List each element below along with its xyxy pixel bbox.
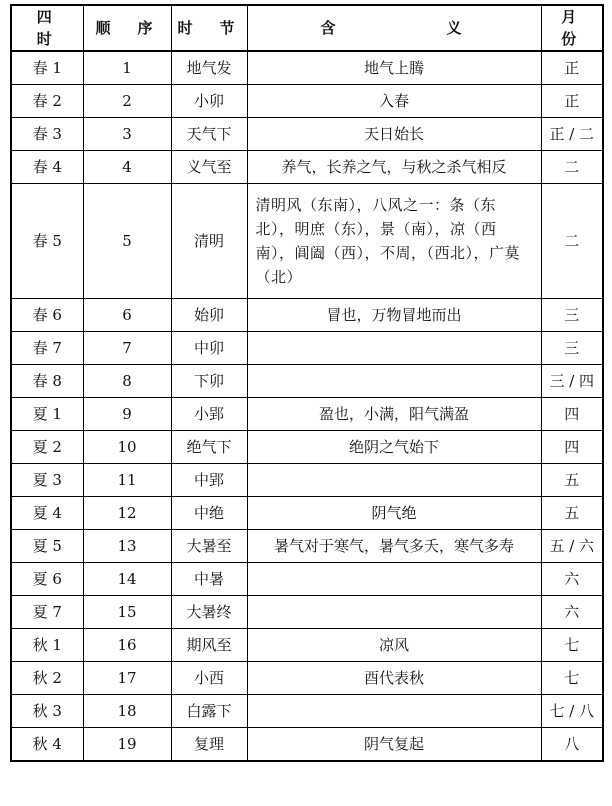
cell-term: 中郢 [171, 464, 247, 497]
table-row [11, 530, 603, 563]
table-row [11, 431, 603, 464]
cell-meaning [247, 695, 541, 728]
cell-season: 秋 4 [11, 728, 83, 762]
cell-meaning: 阴气绝 [247, 497, 541, 530]
cell-month: 四 [541, 431, 603, 464]
cell-term: 白露下 [171, 695, 247, 728]
cell-term: 绝气下 [171, 431, 247, 464]
cell-month: 七 / 八 [541, 695, 603, 728]
cell-term: 中暑 [171, 563, 247, 596]
table-row [11, 629, 603, 662]
cell-order: 15 [83, 596, 171, 629]
cell-meaning [247, 596, 541, 629]
cell-order: 8 [83, 365, 171, 398]
cell-term: 复理 [171, 728, 247, 762]
cell-month: 正 [541, 51, 603, 85]
cell-order: 17 [83, 662, 171, 695]
cell-order: 13 [83, 530, 171, 563]
cell-order: 5 [83, 184, 171, 299]
cell-meaning: 清明风（东南），八风之一：条（东北），明庶（东），景（南），凉（西南），阊阖（西），不周，（西北），广莫（北） [247, 184, 541, 299]
cell-order: 11 [83, 464, 171, 497]
table-row [11, 563, 603, 596]
cell-season: 春 8 [11, 365, 83, 398]
cell-term: 小郢 [171, 398, 247, 431]
cell-season: 夏 3 [11, 464, 83, 497]
cell-order: 6 [83, 299, 171, 332]
cell-order: 14 [83, 563, 171, 596]
cell-month: 五 [541, 497, 603, 530]
table-row [11, 51, 603, 85]
table-row [11, 365, 603, 398]
table-row [11, 332, 603, 365]
cell-month: 三 / 四 [541, 365, 603, 398]
cell-order: 12 [83, 497, 171, 530]
cell-term: 大暑至 [171, 530, 247, 563]
cell-meaning: 绝阴之气始下 [247, 431, 541, 464]
cell-meaning: 凉风 [247, 629, 541, 662]
cell-term: 中卯 [171, 332, 247, 365]
cell-season: 春 1 [11, 51, 83, 85]
header-meaning: 含 义 [247, 5, 541, 51]
table-row [11, 695, 603, 728]
cell-term: 天气下 [171, 118, 247, 151]
cell-season: 春 3 [11, 118, 83, 151]
header-term: 时 节 [171, 5, 247, 51]
cell-month: 正 / 二 [541, 118, 603, 151]
cell-order: 2 [83, 85, 171, 118]
cell-meaning [247, 563, 541, 596]
cell-month: 五 [541, 464, 603, 497]
cell-season: 夏 6 [11, 563, 83, 596]
cell-order: 18 [83, 695, 171, 728]
cell-term: 期风至 [171, 629, 247, 662]
cell-season: 秋 3 [11, 695, 83, 728]
cell-term: 义气至 [171, 151, 247, 184]
cell-term: 地气发 [171, 51, 247, 85]
table-row [11, 497, 603, 530]
table-row [11, 151, 603, 184]
cell-season: 春 6 [11, 299, 83, 332]
cell-meaning: 天日始长 [247, 118, 541, 151]
table-row [11, 728, 603, 762]
cell-month: 二 [541, 151, 603, 184]
cell-meaning [247, 332, 541, 365]
cell-term: 始卯 [171, 299, 247, 332]
table-row [11, 596, 603, 629]
cell-term: 大暑终 [171, 596, 247, 629]
cell-month: 八 [541, 728, 603, 762]
cell-meaning [247, 365, 541, 398]
table-row [11, 118, 603, 151]
cell-season: 夏 4 [11, 497, 83, 530]
table-row [11, 398, 603, 431]
cell-meaning: 盈也，小满，阳气满盈 [247, 398, 541, 431]
cell-meaning: 酉代表秋 [247, 662, 541, 695]
cell-meaning: 养气，长养之气，与秋之杀气相反 [247, 151, 541, 184]
cell-order: 7 [83, 332, 171, 365]
cell-meaning: 暑气对于寒气，暑气多夭，寒气多寿 [247, 530, 541, 563]
cell-season: 春 2 [11, 85, 83, 118]
cell-order: 10 [83, 431, 171, 464]
cell-month: 六 [541, 596, 603, 629]
cell-term: 中绝 [171, 497, 247, 530]
table-row [11, 299, 603, 332]
cell-month: 七 [541, 662, 603, 695]
table-row [11, 662, 603, 695]
cell-month: 五 / 六 [541, 530, 603, 563]
header-season: 四 时 [11, 5, 83, 51]
cell-meaning: 冒也，万物冒地而出 [247, 299, 541, 332]
cell-meaning: 地气上腾 [247, 51, 541, 85]
header-order: 顺 序 [83, 5, 171, 51]
cell-month: 七 [541, 629, 603, 662]
cell-month: 四 [541, 398, 603, 431]
cell-term: 小西 [171, 662, 247, 695]
cell-order: 9 [83, 398, 171, 431]
cell-month: 三 [541, 299, 603, 332]
table-row [11, 85, 603, 118]
table-row [11, 464, 603, 497]
cell-season: 夏 7 [11, 596, 83, 629]
cell-month: 六 [541, 563, 603, 596]
cell-meaning: 阴气复起 [247, 728, 541, 762]
header-month: 月 份 [541, 5, 603, 51]
cell-meaning [247, 464, 541, 497]
cell-season: 秋 1 [11, 629, 83, 662]
cell-order: 1 [83, 51, 171, 85]
cell-season: 夏 1 [11, 398, 83, 431]
cell-month: 正 [541, 85, 603, 118]
solar-terms-table [10, 4, 604, 762]
table-row [11, 184, 603, 299]
cell-season: 秋 2 [11, 662, 83, 695]
cell-month: 二 [541, 184, 603, 299]
cell-order: 19 [83, 728, 171, 762]
cell-term: 清明 [171, 184, 247, 299]
cell-season: 春 5 [11, 184, 83, 299]
cell-term: 下卯 [171, 365, 247, 398]
cell-term: 小卯 [171, 85, 247, 118]
header-row [11, 5, 603, 51]
cell-order: 4 [83, 151, 171, 184]
cell-order: 3 [83, 118, 171, 151]
cell-season: 春 4 [11, 151, 83, 184]
cell-month: 三 [541, 332, 603, 365]
cell-season: 夏 2 [11, 431, 83, 464]
cell-meaning: 入春 [247, 85, 541, 118]
cell-season: 春 7 [11, 332, 83, 365]
cell-order: 16 [83, 629, 171, 662]
cell-season: 夏 5 [11, 530, 83, 563]
